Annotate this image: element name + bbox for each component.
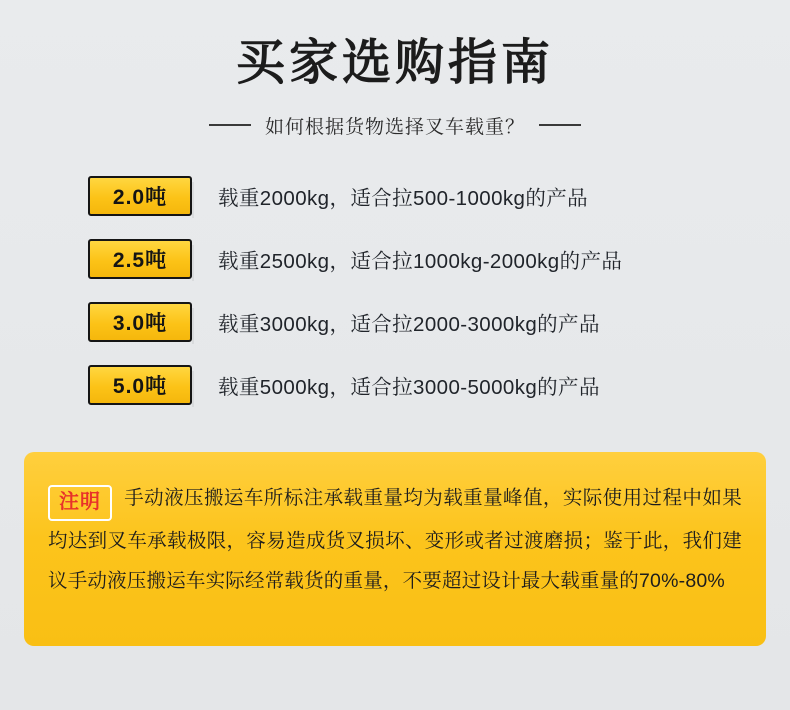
capacity-description: 载重2500kg，适合拉1000kg-2000kg的产品 bbox=[218, 250, 623, 274]
note-body bbox=[48, 478, 742, 601]
list-item bbox=[88, 165, 750, 228]
page-subtitle: 如何根据货物选择叉车载重？ bbox=[264, 116, 525, 138]
capacity-list bbox=[0, 165, 790, 417]
capacity-description: 载重3000kg，适合拉2000-3000kg的产品 bbox=[218, 313, 600, 337]
page-title: 买家选购指南 bbox=[235, 34, 554, 91]
capacity-description: 载重2000kg，适合拉500-1000kg的产品 bbox=[218, 187, 589, 211]
list-item bbox=[88, 354, 750, 417]
list-item bbox=[88, 228, 750, 291]
subtitle-row bbox=[0, 112, 790, 139]
capacity-badge: 2.0吨 bbox=[88, 176, 192, 216]
header bbox=[0, 0, 790, 139]
note-text: 手动液压搬运车所标注承载重量均为载重量峰值，实际使用过程中如果均达到叉车承载极限，容易造成货叉损坏、变形或者过渡磨损；鉴于此，我们建议手动液压搬运车实际经常载货的重量，不要超过设计最大载重量的70%-80% bbox=[48, 487, 742, 592]
note-badge: 注明 bbox=[48, 485, 112, 521]
capacity-badge: 2.5吨 bbox=[88, 239, 192, 279]
divider-right bbox=[539, 124, 581, 126]
capacity-badge: 3.0吨 bbox=[88, 302, 192, 342]
capacity-badge: 5.0吨 bbox=[88, 365, 192, 405]
list-item bbox=[88, 291, 750, 354]
capacity-description: 载重5000kg，适合拉3000-5000kg的产品 bbox=[218, 376, 600, 400]
note-panel bbox=[24, 452, 766, 646]
divider-left bbox=[209, 124, 251, 126]
